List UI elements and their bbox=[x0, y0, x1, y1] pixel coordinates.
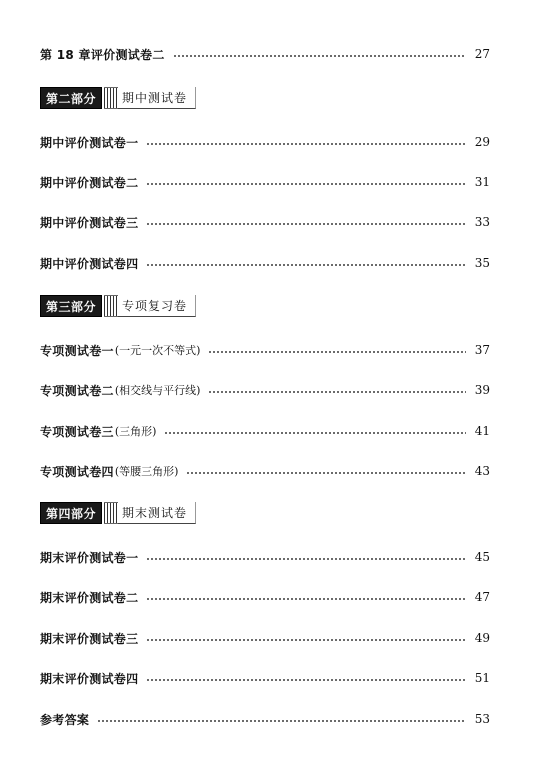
leader-dots bbox=[146, 598, 466, 600]
toc-entry-page: 45 bbox=[474, 550, 490, 564]
toc-entry-title: 期中评价测试卷四 bbox=[40, 256, 139, 271]
toc-entry-special-4[interactable] bbox=[40, 461, 490, 481]
toc-entry-page: 37 bbox=[474, 343, 490, 357]
section-bars-decoration bbox=[104, 87, 118, 109]
toc-entry-subtitle: (一元一次不等式) bbox=[114, 344, 201, 357]
toc-entry-page: 31 bbox=[474, 175, 490, 189]
leader-dots bbox=[146, 679, 466, 681]
toc-entry-title: 期中评价测试卷一 bbox=[40, 135, 139, 150]
toc-entry-answers[interactable] bbox=[40, 709, 490, 729]
toc-entry-page: 27 bbox=[474, 47, 490, 61]
section-badge: 第四部分 bbox=[40, 502, 102, 524]
leader-dots bbox=[146, 183, 466, 185]
toc-entry-final-3[interactable] bbox=[40, 628, 490, 648]
toc-entry-page: 51 bbox=[474, 671, 490, 685]
toc-entry-title: 专项测试卷二 bbox=[40, 383, 114, 398]
toc-entry-midterm-4[interactable] bbox=[40, 253, 490, 273]
toc-entry-title: 期末评价测试卷四 bbox=[40, 671, 139, 686]
toc-entry-special-2[interactable] bbox=[40, 380, 490, 400]
leader-dots bbox=[146, 223, 466, 225]
toc-entry-title: 专项测试卷四 bbox=[40, 464, 114, 479]
toc-entry-page: 35 bbox=[474, 256, 490, 270]
toc-entry-title: 专项测试卷三 bbox=[40, 424, 114, 439]
toc-entry-midterm-1[interactable] bbox=[40, 132, 490, 152]
toc-entry-final-2[interactable] bbox=[40, 587, 490, 607]
toc-entry-special-1[interactable] bbox=[40, 340, 490, 360]
toc-entry-ch18-test2[interactable] bbox=[40, 44, 490, 64]
section-header-part3 bbox=[40, 295, 196, 317]
leader-dots bbox=[186, 472, 466, 474]
leader-dots bbox=[146, 264, 466, 266]
leader-dots bbox=[146, 143, 466, 145]
section-badge: 第二部分 bbox=[40, 87, 102, 109]
toc-entry-page: 53 bbox=[474, 712, 490, 726]
leader-dots bbox=[173, 55, 466, 57]
toc-entry-midterm-2[interactable] bbox=[40, 172, 490, 192]
toc-entry-page: 47 bbox=[474, 590, 490, 604]
toc-entry-page: 49 bbox=[474, 631, 490, 645]
toc-entry-title: 参考答案 bbox=[40, 712, 90, 727]
toc-entry-page: 43 bbox=[474, 464, 490, 478]
toc-entry-page: 39 bbox=[474, 383, 490, 397]
section-bars-decoration bbox=[104, 502, 118, 524]
toc-entry-final-1[interactable] bbox=[40, 547, 490, 567]
leader-dots bbox=[208, 351, 466, 353]
section-name: 专项复习卷 bbox=[118, 295, 196, 317]
toc-entry-title: 专项测试卷一 bbox=[40, 343, 114, 358]
section-name: 期中测试卷 bbox=[118, 87, 196, 109]
leader-dots bbox=[164, 432, 466, 434]
section-bars-decoration bbox=[104, 295, 118, 317]
leader-dots bbox=[146, 639, 466, 641]
toc-entry-subtitle: (相交线与平行线) bbox=[114, 384, 201, 397]
toc-entry-special-3[interactable] bbox=[40, 421, 490, 441]
toc-entry-title: 期中评价测试卷二 bbox=[40, 175, 139, 190]
toc-entry-title: 期末评价测试卷三 bbox=[40, 631, 139, 646]
toc-entry-title: 期末评价测试卷二 bbox=[40, 590, 139, 605]
leader-dots bbox=[146, 558, 466, 560]
toc-entry-title: 期末评价测试卷一 bbox=[40, 550, 139, 565]
toc-entry-final-4[interactable] bbox=[40, 668, 490, 688]
section-header-part2 bbox=[40, 87, 196, 109]
toc-entry-title: 第 18 章评价测试卷二 bbox=[40, 47, 165, 62]
toc-entry-title: 期中评价测试卷三 bbox=[40, 215, 139, 230]
toc-entry-page: 29 bbox=[474, 135, 490, 149]
section-badge: 第三部分 bbox=[40, 295, 102, 317]
toc-entry-page: 41 bbox=[474, 424, 490, 438]
section-name: 期末测试卷 bbox=[118, 502, 196, 524]
leader-dots bbox=[208, 391, 466, 393]
section-header-part4 bbox=[40, 502, 196, 524]
leader-dots bbox=[97, 720, 466, 722]
toc-entry-midterm-3[interactable] bbox=[40, 212, 490, 232]
toc-entry-page: 33 bbox=[474, 215, 490, 229]
toc-entry-subtitle: (等腰三角形) bbox=[114, 465, 179, 478]
toc-entry-subtitle: (三角形) bbox=[114, 425, 157, 438]
